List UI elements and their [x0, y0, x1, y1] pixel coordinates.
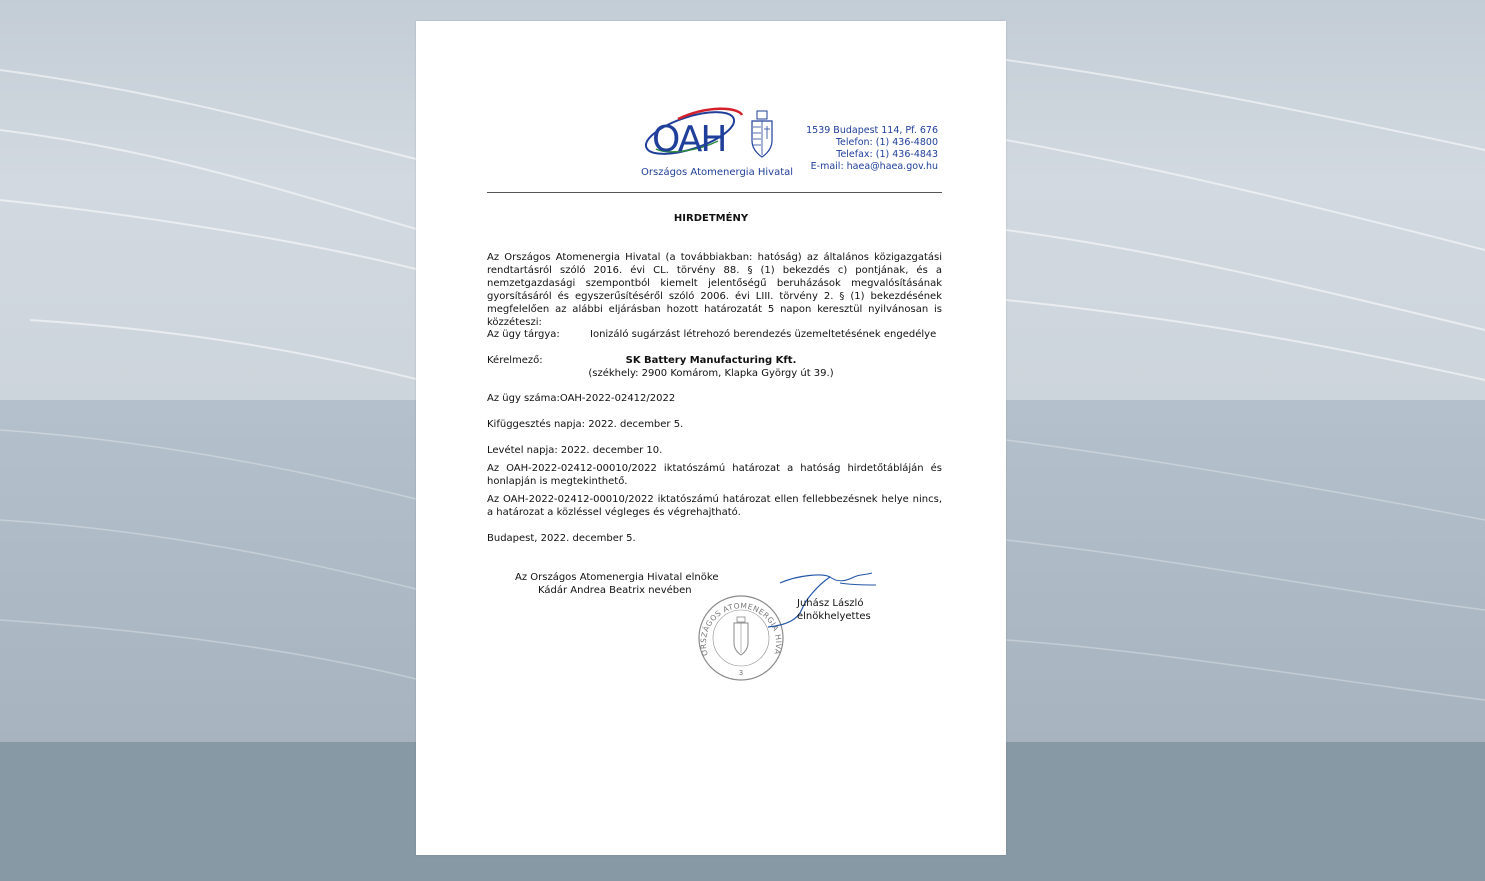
intro-paragraph: Az Országos Atomenergia Hivatal (a továbbiakban: hatóság) az általános közigazgatási rendtartásról szóló 2016. évi CL. törvény 88. § (1) bekezdés c) pontjának, és a nemzetgazdasági szempontból kiemelt jelentőségű beruházások megvalósításának gyorsításáról és egyszerűsítéséről szóló 2006. évi LIII. törvény 2. § (1) bekezdésének megfelelően az alábbi eljárásban hozott határozatát 5 napon keresztül nyilvánosan is közzéteszi:	[487, 252, 942, 328]
removal-date: Levétel napja: 2022. december 10.	[487, 445, 663, 456]
place-date: Budapest, 2022. december 5.	[487, 533, 636, 544]
signer-block-line1: Az Országos Atomenergia Hivatal elnöke	[515, 572, 719, 583]
applicant-name: SK Battery Manufacturing Kft.	[625, 355, 797, 366]
fax-line: Telefax: (1) 436-4843	[836, 149, 938, 160]
coat-of-arms-icon	[749, 109, 775, 159]
applicant-label: Kérelmező:	[487, 355, 543, 366]
org-name: Országos Atomenergia Hivatal	[641, 167, 794, 178]
stamp-number: 3	[738, 669, 744, 677]
email-line: E-mail: haea@haea.gov.hu	[810, 161, 938, 172]
document-page	[416, 21, 1006, 855]
subject-value: Ionizáló sugárzást létrehozó berendezés üzemeltetésének engedélye	[590, 329, 937, 340]
posting-date: Kifüggesztés napja: 2022. december 5.	[487, 419, 684, 430]
phone-line: Telefon: (1) 436-4800	[835, 137, 938, 148]
subject-label: Az ügy tárgya:	[487, 329, 560, 340]
case-number: Az ügy száma:OAH-2022-02412/2022	[487, 393, 676, 404]
applicant-seat: (székhely: 2900 Komárom, Klapka György út 39.)	[588, 368, 834, 379]
document-title: HIRDETMÉNY	[673, 213, 749, 224]
signer-block-line2: Kádár Andrea Beatrix nevében	[538, 585, 692, 596]
coat-of-arms-graphic	[749, 109, 775, 159]
signer-title: elnökhelyettes	[797, 611, 871, 622]
viewable-paragraph: Az OAH-2022-02412-00010/2022 iktatószámú határozat a hatóság hirdetőtábláján és honlapján is megtekinthető.	[487, 463, 942, 487]
final-paragraph: Az OAH-2022-02412-00010/2022 iktatószámú határozat ellen fellebbezésnek helye nincs, a határozat a közléssel végleges és végrehajtható.	[487, 494, 942, 518]
signer-name: Juhász László	[797, 598, 864, 609]
address-line: 1539 Budapest 114, Pf. 676	[806, 125, 938, 136]
header-divider	[487, 192, 942, 193]
svg-text:OAH: OAH	[652, 119, 726, 160]
stamp-text: ORSZÁGOS ATOMENERGIA HIVA	[698, 601, 784, 657]
